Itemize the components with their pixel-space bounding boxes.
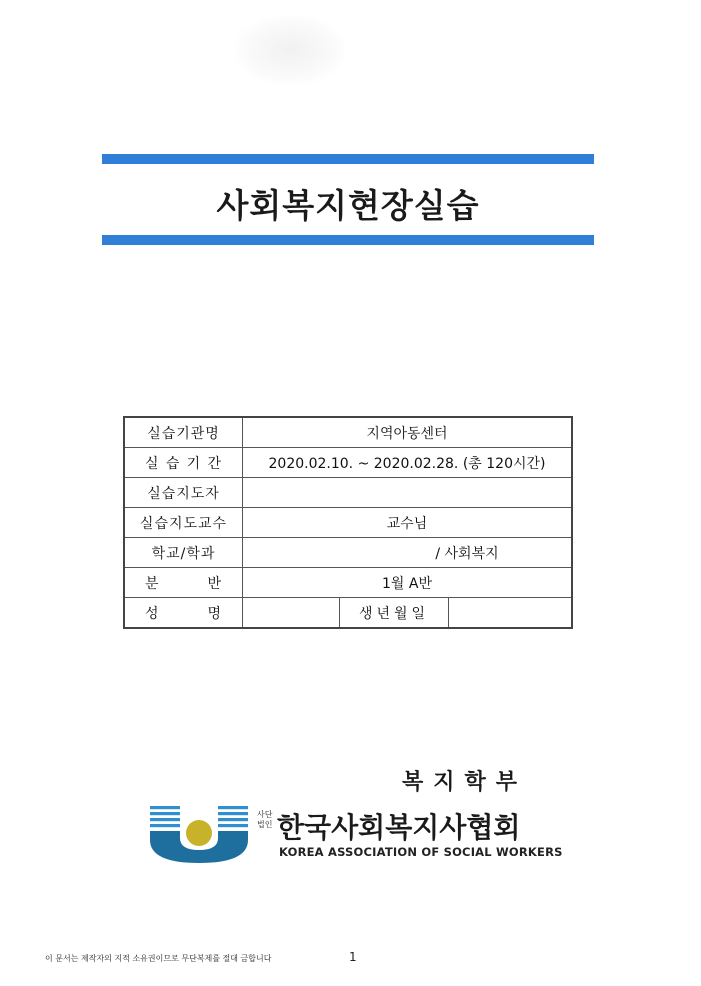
- name-value: [243, 598, 340, 629]
- association-logo-mark: [150, 802, 260, 864]
- period-label-char: 간: [207, 455, 222, 472]
- corporation-tag: [257, 810, 272, 830]
- period-label: [124, 448, 243, 478]
- title-rule-top: [102, 154, 594, 164]
- professor-label: 실습지도교수: [124, 508, 243, 538]
- professor-value: 교수님: [243, 508, 573, 538]
- association-name-korean: 한국사회복지사협회: [277, 811, 521, 844]
- table-row: [124, 417, 572, 448]
- logo-stripe: [218, 812, 248, 815]
- period-label-char: 기: [186, 455, 202, 472]
- name-label: [124, 598, 243, 629]
- period-label-char: 습: [165, 455, 181, 472]
- birth-date-value: [449, 598, 573, 629]
- institution-label: 실습기관명: [124, 417, 243, 448]
- copyright-notice: 이 문서는 제작자의 지적 소유권이므로 무단복제를 절대 금합니다: [45, 954, 272, 963]
- name-label-char: 성: [145, 605, 160, 622]
- table-row: [124, 508, 572, 538]
- class-label-char: 반: [207, 575, 222, 592]
- institution-value: 지역아동센터: [243, 417, 573, 448]
- department-name: 복지학부: [402, 770, 528, 795]
- table-row: [124, 538, 572, 568]
- logo-stripe: [150, 812, 180, 815]
- period-value: 2020.02.10. ~ 2020.02.28. (총 120시간): [243, 448, 573, 478]
- class-value: 1월 A반: [243, 568, 573, 598]
- practicum-info-table: [123, 416, 573, 629]
- class-label-char: 분: [145, 575, 160, 592]
- logo-stripe: [150, 824, 180, 827]
- page-number: 1: [349, 950, 357, 964]
- school-label: 학교/학과: [124, 538, 243, 568]
- title-rule-bottom: [102, 235, 594, 245]
- school-value: / 사회복지: [243, 538, 573, 568]
- name-label-char: 명: [207, 605, 222, 622]
- table-row: [124, 448, 572, 478]
- corporation-tag-line: 법인: [257, 820, 273, 829]
- table-row: [124, 478, 572, 508]
- supervisor-label: 실습지도자: [124, 478, 243, 508]
- logo-stripe: [218, 818, 248, 821]
- table-row: [124, 568, 572, 598]
- logo-stripe: [150, 818, 180, 821]
- logo-stripe: [218, 824, 248, 827]
- document-title: 사회복지현장실습: [216, 186, 480, 225]
- logo-stripe: [150, 806, 180, 809]
- corporation-tag-line: 사단: [257, 810, 273, 819]
- association-name-english: KOREA ASSOCIATION OF SOCIAL WORKERS: [279, 845, 563, 859]
- supervisor-value: [243, 478, 573, 508]
- logo-stripe: [218, 806, 248, 809]
- association-logo: [150, 802, 260, 864]
- period-label-char: 실: [145, 455, 160, 472]
- table-row: [124, 598, 572, 629]
- class-label: [124, 568, 243, 598]
- scan-smudge: [235, 15, 345, 85]
- logo-circle: [186, 820, 212, 846]
- birth-date-label: 생년월일: [340, 598, 449, 629]
